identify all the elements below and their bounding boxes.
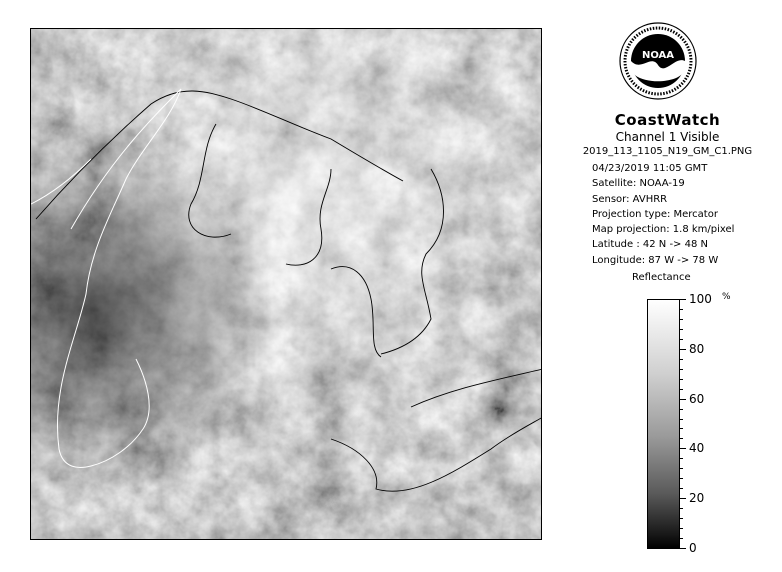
- colorbar-major-tick: [680, 548, 686, 549]
- colorbar-minor-tick: [680, 419, 683, 420]
- colorbar-minor-tick: [680, 319, 683, 320]
- colorbar-minor-tick: [680, 478, 683, 479]
- colorbar-major-tick: [680, 399, 686, 400]
- colorbar-minor-tick: [680, 458, 683, 459]
- sensor-name: Sensor: AVHRR: [592, 193, 668, 205]
- noaa-logo-svg: [619, 10, 697, 108]
- acquisition-date: 04/23/2019 11:05 GMT: [592, 163, 708, 174]
- product-title: CoastWatch: [614, 111, 721, 129]
- colorbar-tick-label: 80: [689, 341, 705, 356]
- latitude-range: Latitude : 42 N -> 48 N: [592, 239, 708, 251]
- colorbar-minor-tick: [680, 369, 683, 370]
- colorbar-minor-tick: [680, 528, 683, 529]
- noaa-logo: [619, 10, 697, 108]
- satellite-image-svg: [31, 29, 542, 540]
- colorbar-major-tick: [680, 349, 686, 350]
- colorbar-major-tick: [680, 498, 686, 499]
- colorbar-major-tick: [680, 299, 686, 300]
- channel-subtitle: Channel 1 Visible: [615, 130, 720, 144]
- colorbar-tick-label: 20: [689, 491, 705, 506]
- satellite-name: Satellite: NOAA-19: [592, 178, 685, 190]
- map-projection: Map projection: 1.8 km/pixel: [592, 224, 735, 236]
- colorbar-minor-tick: [680, 379, 683, 380]
- colorbar-minor-tick: [680, 409, 683, 410]
- projection-type: Projection type: Mercator: [592, 208, 718, 220]
- colorbar-tick-label: 40: [689, 441, 705, 456]
- colorbar-unit: %: [722, 292, 731, 302]
- colorbar-tick-label: 100: [689, 292, 712, 306]
- image-metadata: [592, 161, 734, 268]
- reflectance-colorbar: [647, 299, 680, 549]
- image-filename: 2019_113_1105_N19_GM_C1.PNG: [582, 146, 753, 157]
- colorbar-minor-tick: [680, 538, 683, 539]
- colorbar-minor-tick: [680, 508, 683, 509]
- colorbar-minor-tick: [680, 389, 683, 390]
- colorbar-minor-tick: [680, 488, 683, 489]
- colorbar-major-tick: [680, 448, 686, 449]
- longitude-range: Longitude: 87 W -> 78 W: [592, 254, 719, 266]
- satellite-image: [30, 28, 542, 540]
- colorbar-minor-tick: [680, 518, 683, 519]
- logo-text: NOAA: [641, 50, 675, 61]
- colorbar-tick-label: 60: [689, 391, 705, 406]
- colorbar-minor-tick: [680, 309, 683, 310]
- colorbar-minor-tick: [680, 339, 683, 340]
- colorbar-minor-tick: [680, 428, 683, 429]
- colorbar-minor-tick: [680, 438, 683, 439]
- colorbar-minor-tick: [680, 359, 683, 360]
- colorbar-title: Reflectance: [632, 272, 691, 283]
- clear-water-darkening: [31, 29, 542, 540]
- colorbar-tick-label: 0: [689, 541, 697, 555]
- colorbar-minor-tick: [680, 329, 683, 330]
- colorbar-minor-tick: [680, 468, 683, 469]
